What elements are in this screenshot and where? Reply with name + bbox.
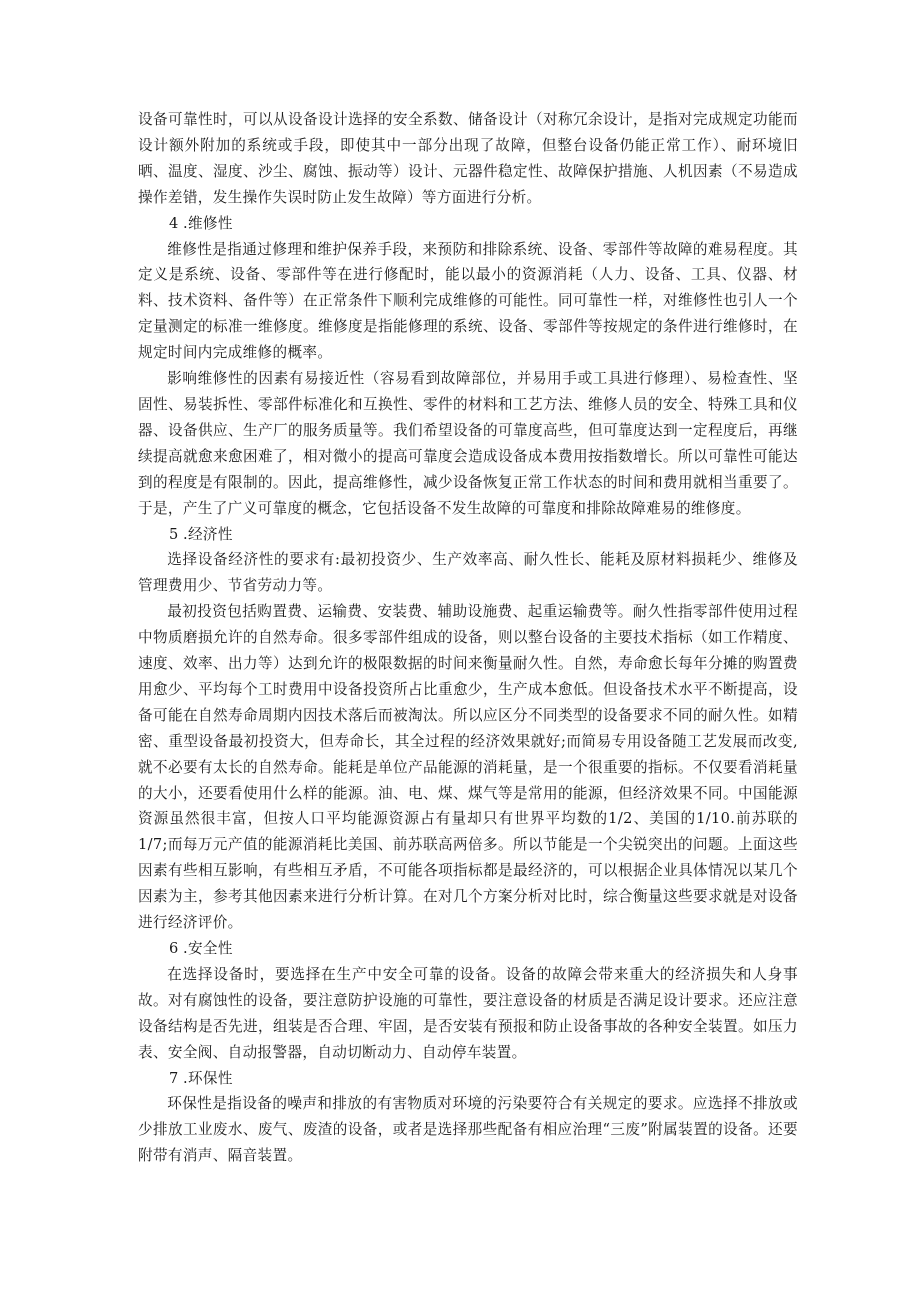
section-heading-economy (138, 522, 798, 548)
section-heading-safety (138, 936, 798, 962)
paragraph-maintainability-definition: 维修性是指通过修理和维护保养手段，来预防和排除系统、设备、零部件等故障的难易程度。其定义是系统、设备、零部件等在进行修配时，能以最小的资源消耗（人力、设备、工具、仪器、材料、技术资料、备件等）在正常条件下顺利完成维修的可能性。同可靠性一样，对维修性也引人一个定量测定的标准一维修度。维修度是指能修理的系统、设备、零部件等按规定的条件进行维修时，在规定时间内完成维修的概率。 (138, 240, 798, 362)
section-title: .经济性 (183, 525, 233, 543)
paragraph-safety: 在选择设备时，要选择在生产中安全可靠的设备。设备的故障会带来重大的经济损失和人身事故。对有腐蚀性的设备，要注意防护设施的可靠性，要注意设备的材质是否满足设计要求。还应注意设备结构是否先进，组装是否合理、牢固，是否安装有预报和防止设备事故的各种安全装置。如压力表、安全阀、自动报警器，自动切断动力、自动停车装置。 (138, 965, 798, 1061)
paragraph-maintainability-factors: 影响维修性的因素有易接近性（容易看到故障部位，并易用手或工具进行修理）、易检查性、坚固性、易装拆性、零部件标准化和互换性、零件的材料和工艺方法、维修人员的安全、特殊工具和仪器、设备供应、生产厂的服务质量等。我们希望设备的可靠度高些，但可靠度达到一定程度后，再继续提高就愈来愈困难了，相对微小的提高可靠度会造成设备成本费用按指数增长。所以可靠性可能达到的程度是有限制的。因此，提高维修性，减少设备恢复正常工作状态的时间和费用就相当重要了。于是，产生了广义可靠度的概念，它包括设备不发生故障的可靠度和排除故障难易的维修度。 (138, 370, 798, 517)
section-title: .环保性 (183, 1069, 233, 1087)
paragraph-environment: 环保性是指设备的噪声和排放的有害物质对环境的污染要符合有关规定的要求。应选择不排放或少排放工业废水、废气、废渣的设备，或者是选择那些配备有相应治理“三废”附属装置的设备。还要附带有消声、隔音装置。 (138, 1095, 798, 1165)
section-title: .安全性 (183, 940, 233, 957)
section-heading-environment (138, 1066, 798, 1092)
section-number: 6 (169, 940, 179, 957)
document-page (138, 107, 798, 1169)
section-heading-maintainability (138, 211, 798, 237)
section-title: .维修性 (183, 214, 233, 232)
section-number: 5 (169, 525, 179, 543)
paragraph-economy-requirements: 选择设备经济性的要求有:最初投资少、生产效率高、耐久性长、能耗及原材料损耗少、维修及管理费用少、节省劳动力等。 (138, 551, 798, 595)
paragraph-economy-details: 最初投资包括购置费、运输费、安装费、辅助设施费、起重运输费等。耐久性指零部件使用过程中物质磨损允许的自然寿命。很多零部件组成的设备，则以整台设备的主要技术指标（如工作精度、速度、效率、出力等）达到允许的极限数据的时间来衡量耐久性。自然，寿命愈长每年分摊的购置费用愈少、平均每个工时费用中设备投资所占比重愈少，生产成本愈低。但设备技术水平不断提高，设备可能在自然寿命周期内因技术落后而被淘汰。所以应区分不同类型的设备要求不同的耐久性。如精密、重型设备最初投资大，但寿命长，其全过程的经济效果就好;而简易专用设备随工艺发展而改变,就不必要有太长的自然寿命。能耗是单位产品能源的消耗量，是一个很重要的指标。不仅要看消耗量的大小，还要看使用什么样的能源。油、电、煤、煤气等是常用的能源，但经济效果不同。中国能源资源虽然很丰富，但按人口平均能源资源占有量却只有世界平均数的1/2、美国的1/10.前苏联的1/7;而每万元产值的能源消耗比美国、前苏联高两倍多。所以节能是一个尖锐突出的问题。上面这些因素有些相互影响，有些相互矛盾，不可能各项指标都是最经济的，可以根据企业具体情况以某几个因素为主，参考其他因素来进行分析计算。在对几个方案分析对比时，综合衡量这些要求就是对设备进行经济评价。 (138, 603, 798, 932)
section-number: 7 (169, 1069, 179, 1087)
section-number: 4 (169, 214, 179, 232)
paragraph-reliability-cont: 设备可靠性时，可以从设备设计选择的安全系数、储备设计（对称冗余设计，是指对完成规定功能而设计额外附加的系统或手段，即使其中一部分出现了故障，但整台设备仍能正常工作）、耐环境旧晒、温度、湿度、沙尘、腐蚀、振动等）设计、元器件稳定性、故障保护措施、人机因素（不易造成操作差错，发生操作失误时防止发生故障）等方面进行分析。 (138, 111, 798, 206)
